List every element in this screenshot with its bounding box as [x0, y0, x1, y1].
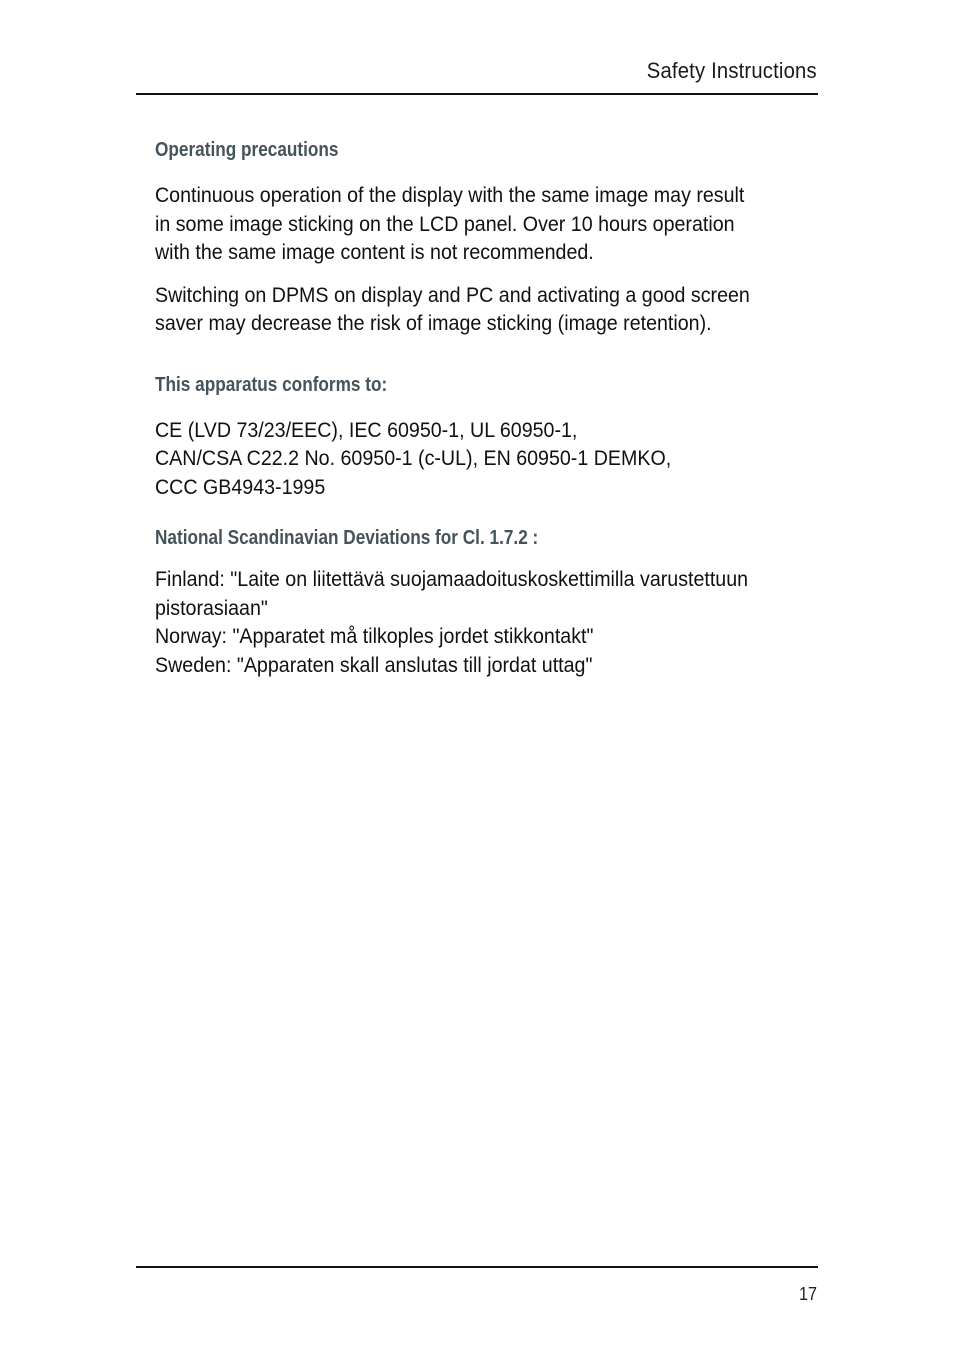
paragraph-deviations — [155, 566, 824, 680]
text-line: pistorasiaan" — [155, 596, 268, 620]
text-line: Continuous operation of the display with the same image may result — [155, 184, 745, 207]
section-heading-operating-precautions: Operating precautions — [155, 139, 339, 161]
paragraph-standards — [155, 417, 824, 503]
text-line: CAN/CSA C22.2 No. 60950-1 (c-UL), EN 60950-1 DEMKO, — [155, 447, 672, 470]
paragraph-dpms — [155, 282, 824, 339]
running-header: Safety Instructions — [647, 58, 817, 83]
footer-rule — [136, 1266, 818, 1268]
text-line: with the same image content is not recommended. — [155, 241, 594, 264]
section-heading-conformity: This apparatus conforms to: — [155, 373, 388, 396]
text-line: in some image sticking on the LCD panel. Over 10 hours operation — [155, 212, 735, 236]
text-line: CCC GB4943-1995 — [155, 475, 326, 499]
text-line: saver may decrease the risk of image sticking (image retention). — [155, 312, 712, 335]
text-line: Norway: "Apparatet må tilkoples jordet stikkontakt" — [155, 625, 594, 648]
header-rule — [136, 93, 818, 95]
text-line: Sweden: "Apparaten skall anslutas till jordat uttag" — [155, 653, 593, 677]
page-number: 17 — [798, 1284, 817, 1304]
text-line: CE (LVD 73/23/EEC), IEC 60950-1, UL 60950-1, — [155, 418, 578, 442]
text-line: Switching on DPMS on display and PC and activating a good screen — [155, 283, 750, 307]
section-heading-scandinavian-deviations: National Scandinavian Deviations for Cl. 1.7.2 : — [155, 527, 539, 549]
paragraph-image-sticking — [155, 182, 824, 268]
page-content — [155, 136, 825, 680]
text-line: Finland: "Laite on liitettävä suojamaadoituskoskettimilla varustettuun — [155, 568, 749, 591]
